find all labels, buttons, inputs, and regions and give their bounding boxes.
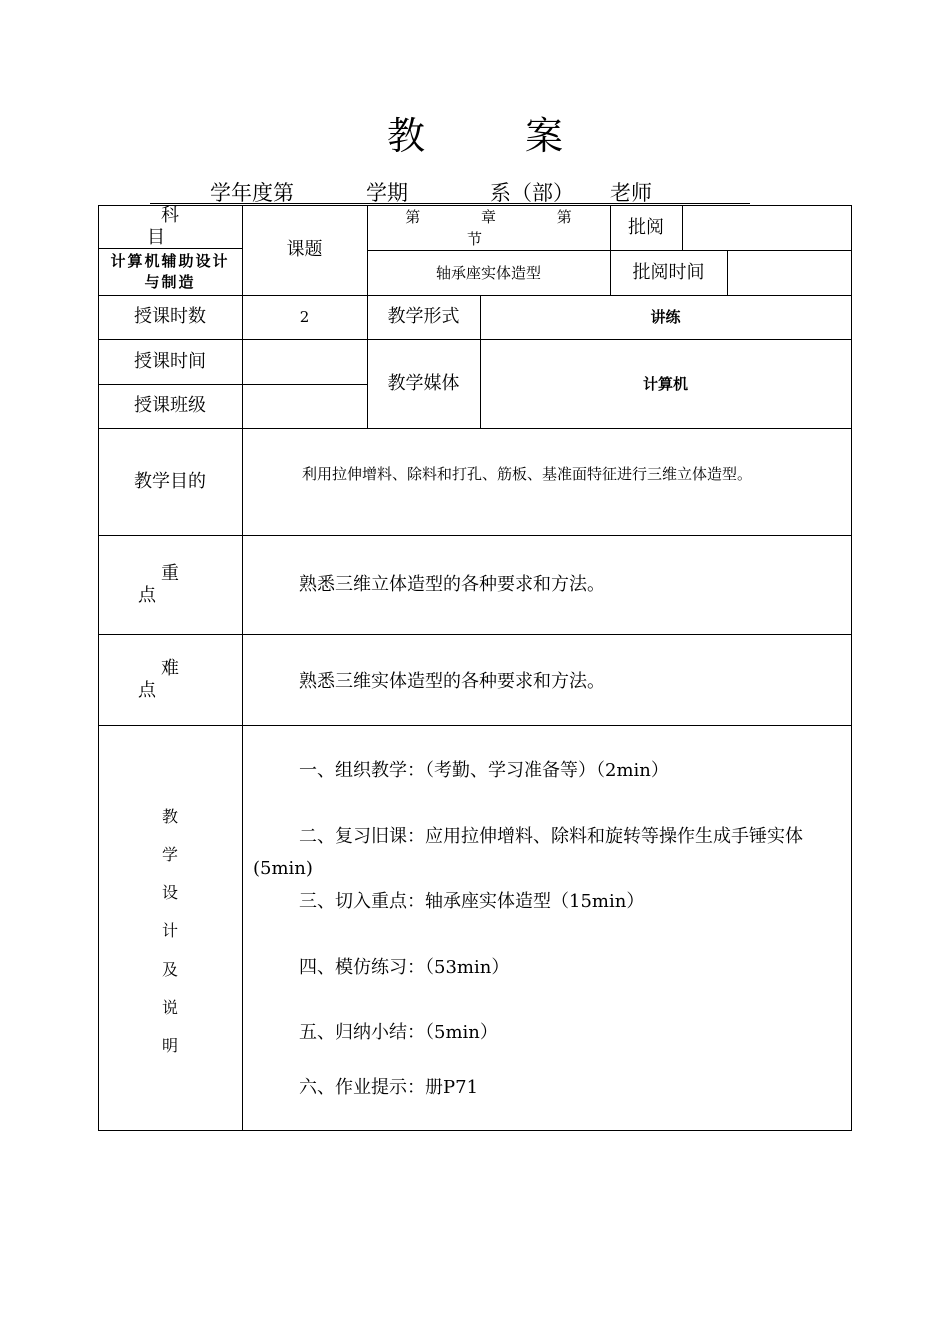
review-label: 批阅 [628,216,664,238]
design-item: 三、切入重点：轴承座实体造型（15min） [299,891,645,912]
topic-value: 轴承座实体造型 [435,263,541,282]
design-item: 四、模仿练习：（53min） [299,957,510,978]
time-label: 授课时间 [134,350,206,372]
topic-label: 课题 [286,239,323,260]
review-time-label: 批阅时间 [632,261,705,283]
chapter-section-label: 第 章 第 节 [405,207,600,248]
hours-label: 授课时数 [134,306,206,327]
class-value [242,384,367,428]
key-point-value: 熟悉三维立体造型的各种要求和方法。 [299,574,605,595]
design-item: 二、复习旧课：应用拉伸增料、除料和旋转等操作生成手锤实体 [299,826,803,847]
design-label-char: 设 [161,883,178,902]
design-item: 六、作业提示：册P71 [299,1077,479,1098]
difficulty-value: 熟悉三维实体造型的各种要求和方法。 [299,671,605,692]
key-point-label: 重 点 [138,562,225,606]
page-title: 教 案 [386,114,608,158]
design-item-continuation: (5min) [253,858,313,879]
term-label: 学期 [366,181,408,205]
subject-label: 科 目 [147,204,207,248]
department-label: 系（部） [490,181,574,205]
design-label-char: 明 [161,1036,178,1055]
teacher-label: 老师 [610,181,652,205]
design-label-char: 及 [161,960,178,979]
design-item: 五、归纳小结：（5min） [299,1022,498,1043]
design-label-char: 计 [161,921,178,940]
review-time-value [727,250,851,295]
review-value [682,205,851,250]
media-value: 计算机 [642,374,688,393]
purpose-value: 利用拉伸增料、除料和打孔、筋板、基准面特征进行三维立体造型。 [302,465,753,483]
design-item: 一、组织教学：（考勤、学习准备等）（2min） [299,760,669,781]
class-label: 授课班级 [134,395,206,416]
purpose-label: 教学目的 [134,470,206,492]
hours-value: 2 [299,308,310,326]
subject-value: 计算机辅助设计与制造 [110,251,230,291]
year-label: 学年度第 [210,181,294,205]
design-label-char: 教 [161,807,178,826]
difficulty-label: 难 点 [138,657,225,701]
design-label-char: 学 [161,845,178,864]
form-label: 教学形式 [387,306,460,327]
media-label: 教学媒体 [387,372,460,394]
time-value [242,339,367,384]
form-value: 讲练 [650,308,681,326]
design-label-char: 说 [161,998,178,1017]
